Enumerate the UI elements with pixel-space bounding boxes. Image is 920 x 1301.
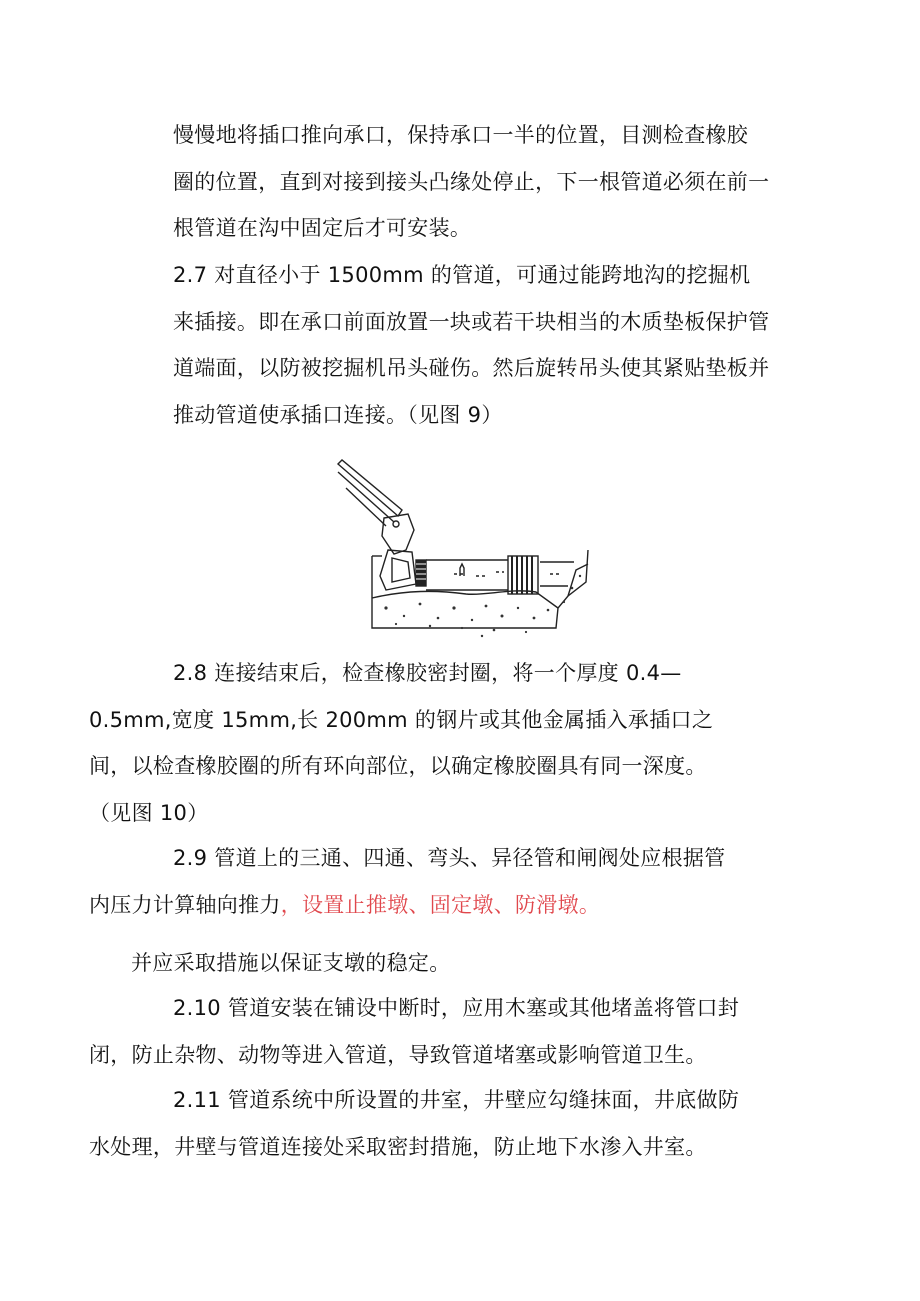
text-line (89, 882, 793, 929)
text-line: 闭，防止杂物、动物等进入管道，导致管道堵塞或影响管道卫生。 (89, 1042, 707, 1067)
bucket-inner (392, 558, 410, 582)
text-line: 根管道在沟中固定后才可安装。 (173, 216, 472, 240)
text-line: 2.9 管道上的三通、四通、弯头、异径管和闸阀处应根据管 (173, 846, 726, 870)
text-line: 来插接。即在承口前面放置一块或若干块相当的木质垫板保护管 (173, 309, 770, 334)
excavator-boom (338, 460, 402, 516)
excavator-pipe-insertion-diagram (336, 458, 592, 638)
text-line: 推动管道使承插口连接。（见图 9） (173, 402, 503, 427)
text-line: 并应采取措施以保证支墩的稳定。 (131, 951, 451, 975)
excavator-arm (382, 514, 414, 554)
text-line: 间，以检查橡胶圈的所有环向部位，以确定橡胶圈具有同一深度。 (89, 754, 707, 778)
text-line: 圈的位置，直到对接到接头凸缘处停止，下一根管道必须在前一 (173, 169, 770, 194)
text-line: 慢慢地将插口推向承口，保持承口一半的位置，目测检查橡胶 (173, 123, 749, 147)
boom-line (346, 488, 386, 526)
text-line: 2.10 管道安装在铺设中断时，应用木塞或其他堵盖将管口封 (173, 996, 740, 1020)
trench-wall-right (568, 564, 588, 596)
text-line: 0.5mm,宽度 15mm,长 200mm 的钢片或其他金属插入承插口之 (89, 707, 714, 732)
paragraph-2-11 (89, 1077, 793, 1170)
text-line: 水处理，井壁与管道连接处采取密封措施，防止地下水渗入井室。 (89, 1134, 707, 1159)
text-segment: 内压力计算轴向推力 (89, 892, 281, 917)
arm-pivot (393, 521, 399, 527)
paragraph-2-9 (89, 835, 793, 928)
pipe-body (426, 560, 508, 590)
text-line: 2.11 管道系统中所设置的井室，井壁应勾缝抹面，井底做防 (173, 1088, 740, 1112)
highlighted-text: ，设置止推墩、固定墩、防滑墩。 (280, 892, 601, 917)
text-line: 道端面，以防被挖掘机吊头碰伤。然后旋转吊头使其紧贴垫板并 (173, 356, 770, 380)
paragraph-pipe-insertion (131, 112, 793, 252)
paragraph-2-8 (89, 650, 793, 836)
paragraph-2-7 (131, 252, 793, 438)
excavator-bucket (380, 550, 416, 590)
joint-rings (512, 556, 532, 594)
text-line: 2.8 连接结束后，检查橡胶密封圈，将一个厚度 0.4— (173, 661, 682, 685)
text-line: （见图 10） (89, 800, 209, 825)
text-line: 2.7 对直径小于 1500mm 的管道，可通过能跨地沟的挖掘机 (173, 263, 751, 287)
paragraph-2-9-continued (131, 940, 793, 987)
paragraph-2-10 (89, 985, 793, 1078)
